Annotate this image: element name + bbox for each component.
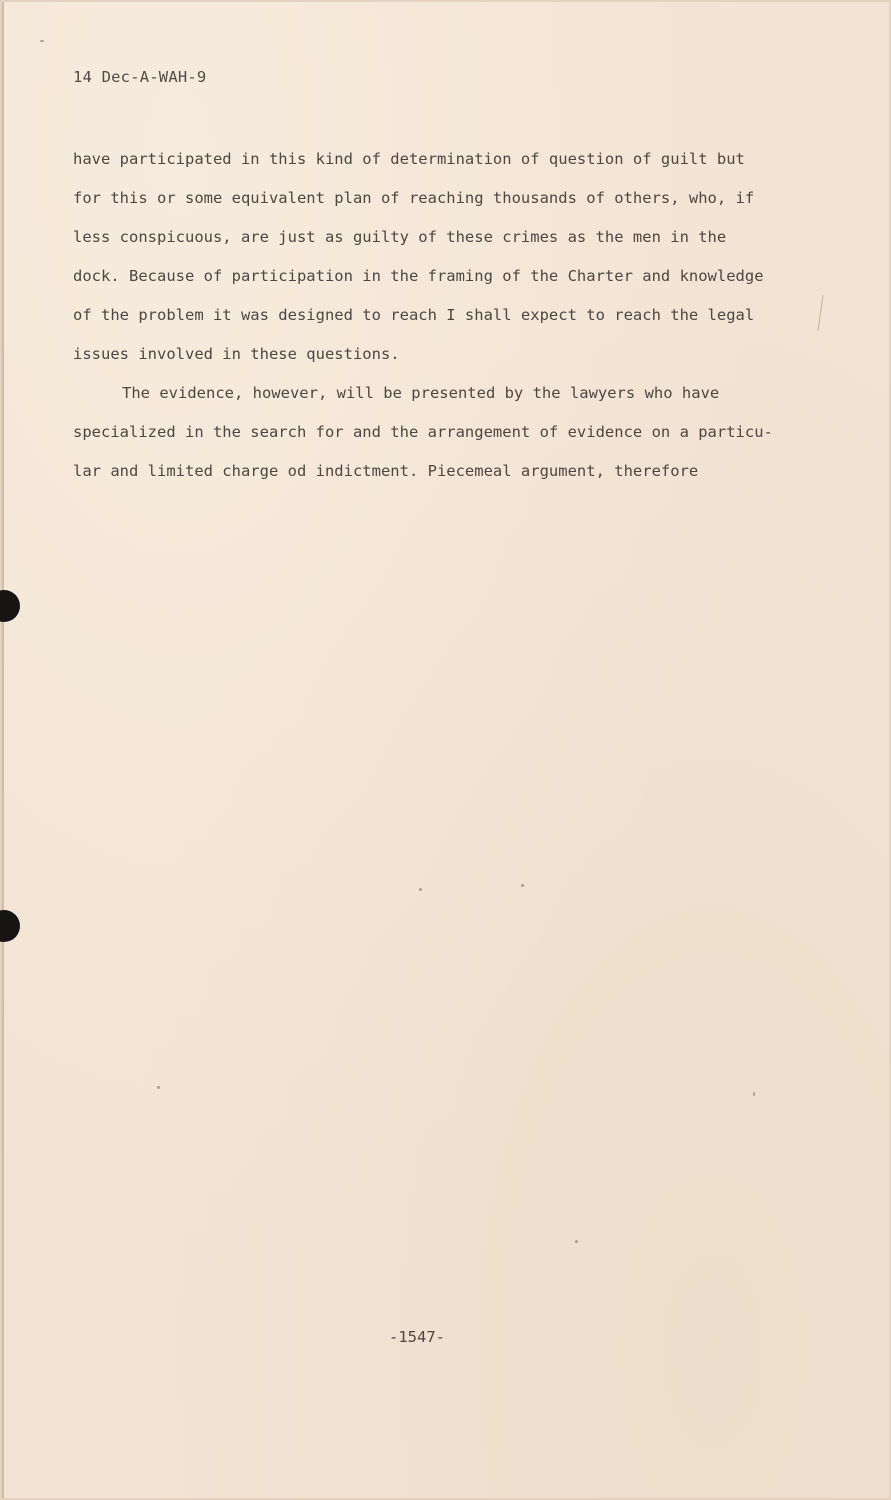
paper-speck	[40, 40, 44, 42]
text-line: less conspicuous, are just as guilty of these crimes as the men in the	[73, 228, 727, 246]
paper-speck	[753, 1092, 755, 1096]
page-number: -1547-	[389, 1328, 445, 1346]
text-line: dock. Because of participation in the framing of the Charter and knowledge	[73, 267, 764, 285]
paper-speck	[575, 1240, 578, 1243]
text-line: issues involved in these questions.	[73, 345, 400, 363]
text-line: specialized in the search for and the arrangement of evidence on a particu-	[73, 423, 773, 441]
paper-speck	[521, 884, 524, 887]
punch-hole	[0, 590, 20, 622]
text-line: The evidence, however, will be presented by the lawyers who have	[122, 384, 720, 402]
document-header: 14 Dec-A-WAH-9	[73, 68, 207, 86]
text-line: lar and limited charge od indictment. Piecemeal argument, therefore	[73, 462, 699, 480]
text-line: of the problem it was designed to reach I shall expect to reach the legal	[73, 306, 755, 324]
text-line: for this or some equivalent plan of reaching thousands of others, who, if	[73, 189, 755, 207]
paper-speck	[419, 888, 422, 891]
text-line: have participated in this kind of determination of question of guilt but	[73, 150, 745, 168]
paper-speck	[157, 1086, 160, 1089]
document-body	[73, 140, 833, 491]
punch-hole	[0, 910, 20, 942]
